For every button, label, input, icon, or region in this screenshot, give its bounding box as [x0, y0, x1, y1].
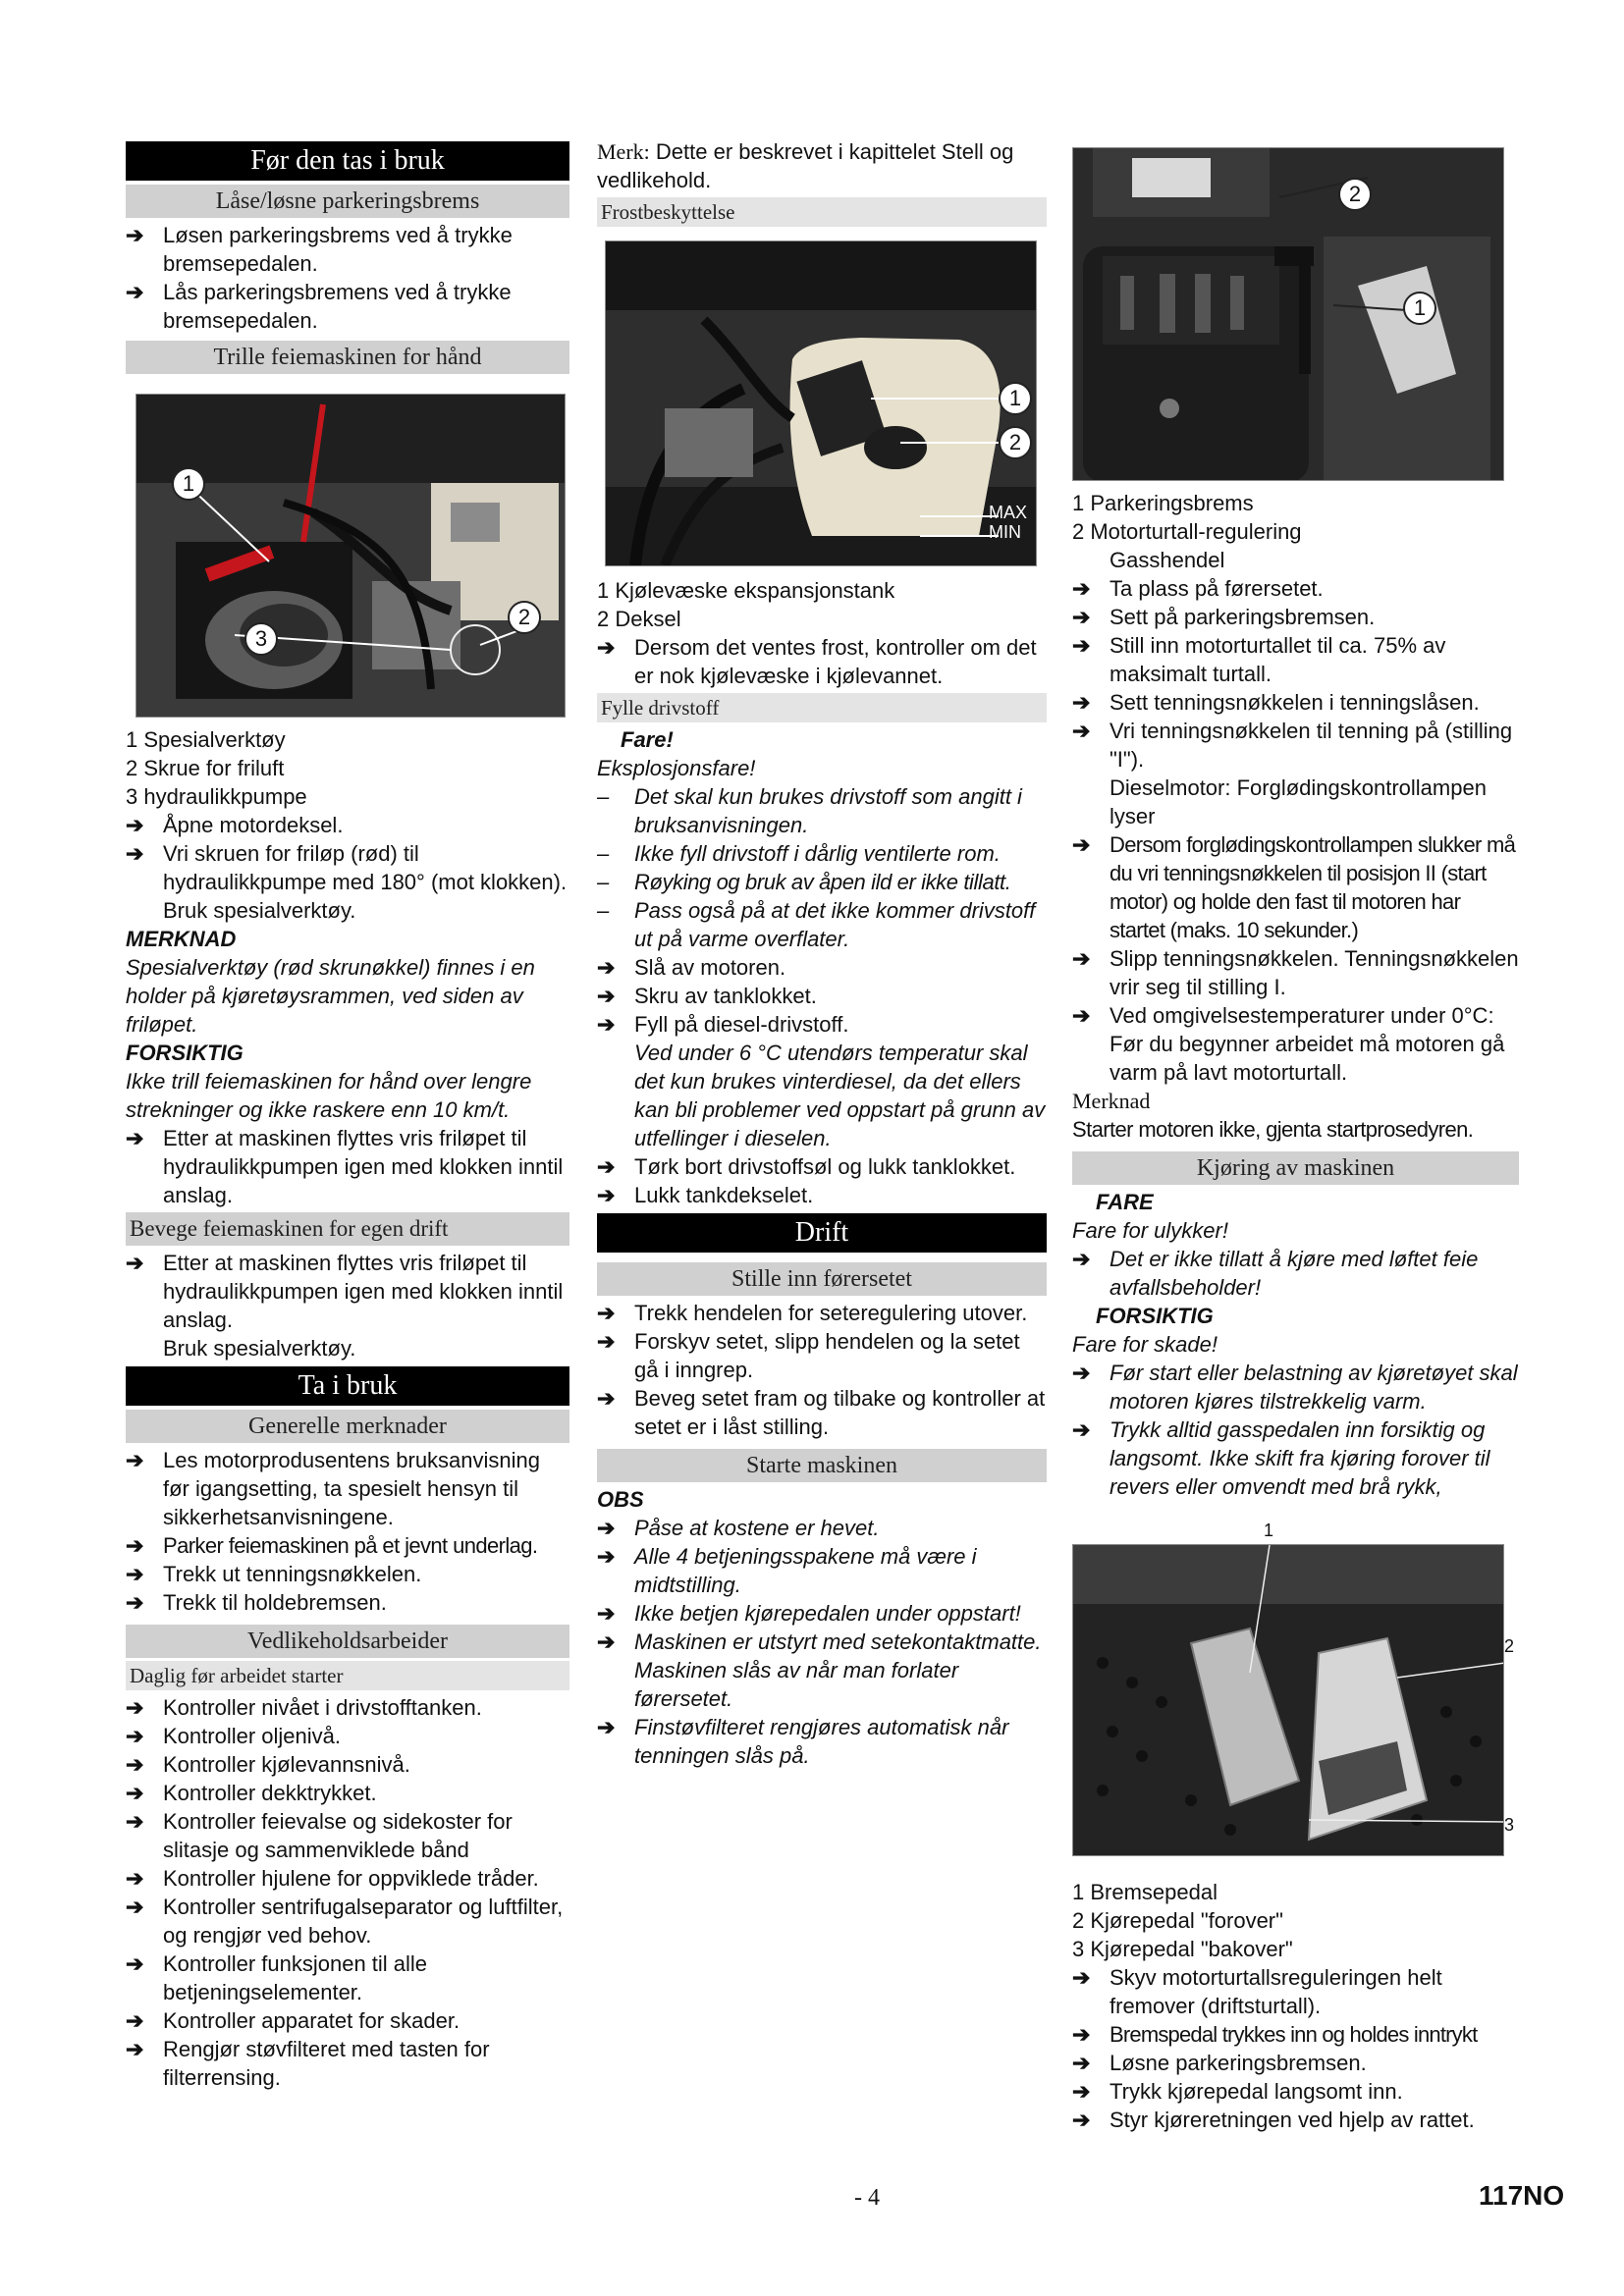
callout-1: 1 — [172, 467, 205, 501]
arrow-icon: ➔ — [1072, 2079, 1091, 2104]
danger-item: – Ikke fyll drivstoff i dårlig ventilerte rom. — [597, 841, 1001, 866]
list-item: ➔ Kontroller funksjonen til alle betjeningselementer. — [126, 1951, 428, 2004]
arrow-icon: ➔ — [126, 1781, 144, 1805]
arrow-icon: ➔ — [1072, 605, 1091, 629]
subheading-daily: Daglig før arbeidet starter — [126, 1661, 569, 1690]
photo-control-panel — [1072, 147, 1504, 481]
note: Ved under 6 °C utendørs temperatur skal det kun brukes vinterdiesel, da det ellers kan bli problemer ved oppstart på grunn av utfellinger i dieselen. — [634, 1041, 1046, 1150]
subheading-maintenance: Vedlikeholdsarbeider — [126, 1625, 569, 1658]
column-middle — [597, 137, 1047, 1770]
callout-1: 1 — [1403, 292, 1436, 325]
note: Dieselmotor: Forglødingskontrollampen lyser — [1110, 775, 1487, 828]
legend-subline: Gasshendel — [1110, 548, 1225, 572]
callout-1: 1 — [999, 382, 1032, 415]
arrow-icon: ➔ — [1072, 1361, 1091, 1385]
list-item: ➔ Trykk kjørepedal langsomt inn. — [1072, 2079, 1403, 2104]
subheading-start-machine: Starte maskinen — [597, 1449, 1047, 1482]
list-item: ➔ Det er ikke tillatt å kjøre med løftet feie avfallsbeholder! — [1072, 1247, 1479, 1300]
list-item: ➔ Slipp tenningsnøkkelen. Tenningsnøkkelen vrir seg til stilling I. — [1072, 946, 1519, 999]
legend-line: 1 Parkeringsbrems — [1072, 491, 1254, 515]
page-code: 117NO — [1479, 2180, 1565, 2211]
list-item: ➔ Vri tenningsnøkkelen til tenning på (stilling "I"). — [1072, 719, 1513, 772]
caution-text: Fare for skade! — [1072, 1332, 1218, 1357]
danger-item: – Røyking og bruk av åpen ild er ikke tillatt. — [597, 870, 1011, 894]
danger-label: Fare! — [621, 727, 674, 752]
subheading-frost: Frostbeskyttelse — [597, 197, 1047, 227]
arrow-icon: ➔ — [597, 1629, 616, 1654]
arrow-icon: ➔ — [126, 1752, 144, 1777]
arrow-icon: ➔ — [126, 1533, 143, 1558]
list-item: ➔ Kontroller feievalse og sidekoster for slitasje og sammenviklede bånd — [126, 1809, 513, 1862]
arrow-icon: ➔ — [1072, 2108, 1091, 2132]
list-item: ➔ Rengjør støvfilteret med tasten for filterrensing. — [126, 2037, 490, 2090]
list-item: ➔ Kontroller dekktrykket. — [126, 1781, 377, 1805]
list-item: ➔ Parker feiemaskinen på et jevnt underlag. — [126, 1533, 538, 1558]
legend-line: 3 hydraulikkpumpe — [126, 784, 307, 809]
subheading-driving: Kjøring av maskinen — [1072, 1151, 1519, 1185]
arrow-icon: ➔ — [597, 955, 616, 980]
photo-pedals-drawing — [1073, 1545, 1504, 1856]
list-item: ➔ Still inn motorturtallet til ca. 75% av maksimalt turtall. — [1072, 633, 1446, 686]
callout-2: 2 — [1338, 178, 1372, 211]
arrow-icon: ➔ — [126, 841, 144, 866]
list-item: ➔ Løsne parkeringsbremsen. — [1072, 2051, 1367, 2075]
list-item: ➔ Trekk til holdebremsen. — [126, 1590, 387, 1615]
caution-label: FORSIKTIG — [126, 1041, 244, 1065]
arrow-icon: ➔ — [597, 1601, 616, 1626]
callout-3: 3 — [244, 622, 278, 656]
arrow-icon: ➔ — [597, 1715, 616, 1739]
arrow-icon: ➔ — [126, 1809, 144, 1834]
list-item: ➔ Ved omgivelsestemperaturer under 0°C: Før du begynner arbeidet må motoren gå varm på lavt motorturtall. — [1072, 1003, 1505, 1085]
arrow-icon: ➔ — [126, 2037, 144, 2061]
section-heading-operation: Drift — [597, 1213, 1047, 1253]
subheading-parking-brake: Låse/løsne parkeringsbrems — [126, 185, 569, 218]
subheading-refuel: Fylle drivstoff — [597, 693, 1047, 722]
photo-control-panel-drawing — [1073, 148, 1504, 481]
arrow-icon: ➔ — [1072, 1247, 1091, 1271]
list-item: ➔ Etter at maskinen flyttes vris friløpet til hydraulikkpumpen igen med klokken inntil anslag. — [126, 1126, 564, 1207]
list-item: ➔ Styr kjøreretningen ved hjelp av rattet. — [1072, 2108, 1475, 2132]
fig-max-label: MAX — [989, 503, 1028, 522]
list-item: ➔ Etter at maskinen flyttes vris friløpet til hydraulikkpumpen igen med klokken inntil anslag. — [126, 1251, 564, 1332]
column-left — [126, 137, 569, 2092]
legend-line: 3 Kjørepedal "bakover" — [1072, 1937, 1293, 1961]
list-item: ➔ Trekk hendelen for seteregulering utover. — [597, 1301, 1028, 1325]
arrow-icon: ➔ — [597, 1329, 616, 1354]
list-item: ➔ Alle 4 betjeningsspakene må være i midtstilling. — [597, 1544, 977, 1597]
arrow-icon: ➔ — [126, 1590, 144, 1615]
list-item: ➔ Sett tenningsnøkkelen i tenningslåsen. — [1072, 690, 1480, 715]
legend-line: 2 Deksel — [597, 607, 681, 631]
arrow-icon: ➔ — [126, 1126, 144, 1150]
legend-line: 1 Spesialverktøy — [126, 727, 286, 752]
arrow-icon: ➔ — [1072, 832, 1090, 857]
list-item: ➔ Skru av tanklokket. — [597, 984, 817, 1008]
legend-line: 1 Bremsepedal — [1072, 1880, 1218, 1904]
list-item: ➔ Lås parkeringsbremens ved å trykke bremsepedalen. — [126, 280, 512, 333]
arrow-icon: ➔ — [1072, 2051, 1091, 2075]
photo-engine-freewheel-drawing — [136, 395, 566, 718]
list-item: ➔ Trykk alltid gasspedalen inn forsiktig og langsomt. Ikke skift fra kjøring forover til revers eller omvendt med brå rykk, — [1072, 1417, 1490, 1499]
fig-label-3: 3 — [1504, 1815, 1515, 1835]
list-item: ➔ Kontroller hjulene for oppviklede tråder. — [126, 1866, 539, 1891]
list-item: ➔ Bremspedal trykkes inn og holdes inntrykt — [1072, 2022, 1478, 2047]
list-item: ➔ Kontroller apparatet for skader. — [126, 2008, 460, 2033]
page-number: - 4 — [854, 2185, 880, 2211]
fig-label-1: 1 — [1264, 1521, 1274, 1540]
arrow-icon: ➔ — [597, 1183, 616, 1207]
photo-pedals-wrap — [1072, 1517, 1519, 1878]
arrow-icon: ➔ — [1072, 2022, 1090, 2047]
list-item: ➔ Tørk bort drivstoffsøl og lukk tanklokket. — [597, 1154, 1016, 1179]
notice-text: Spesialverktøy (rød skrunøkkel) finnes i en holder på kjøretøysrammen, ved siden av friløpet. — [126, 955, 535, 1037]
photo-coolant-tank — [605, 240, 1037, 566]
danger-item: – Det skal kun brukes drivstoff som angitt i bruksanvisningen. — [597, 784, 1022, 837]
fig-label-2: 2 — [1504, 1636, 1515, 1656]
list-item: ➔ Ta plass på førersetet. — [1072, 576, 1324, 601]
arrow-icon: ➔ — [126, 813, 144, 837]
arrow-icon: ➔ — [126, 2008, 144, 2033]
list-item: ➔ Løsen parkeringsbrems ved å trykke bremsepedalen. — [126, 223, 513, 276]
arrow-icon: ➔ — [597, 1544, 616, 1569]
danger-label: FARE — [1096, 1190, 1154, 1214]
list-item: ➔ Vri skruen for friløp (rød) til hydraulikkpumpe med 180° (mot klokken). — [126, 841, 568, 894]
arrow-icon: ➔ — [1072, 1417, 1091, 1442]
list-item: ➔ Kontroller sentrifugalseparator og luftfilter, og rengjør ved behov. — [126, 1895, 564, 1948]
callout-2: 2 — [999, 426, 1032, 459]
arrow-icon: ➔ — [126, 1951, 144, 1976]
list-item: ➔ Dersom forglødingskontrollampen slukker må du vri tenningsnøkkelen til posisjon II (start motor) og holde den fast til motoren har startet (maks. 10 sekunder.) — [1072, 832, 1516, 942]
legend-line: 2 Motorturtall-regulering — [1072, 519, 1302, 544]
danger-subtitle: Eksplosjonsfare! — [597, 756, 756, 780]
notice-label: Merknad — [1072, 1089, 1151, 1113]
arrow-icon: ➔ — [597, 1012, 616, 1037]
note: Bruk spesialverktøy. — [163, 1336, 356, 1361]
arrow-icon: ➔ — [597, 1386, 616, 1411]
list-item: ➔ Kontroller oljenivå. — [126, 1724, 341, 1748]
photo-pedals — [1072, 1544, 1504, 1856]
list-item: ➔ Fyll på diesel-drivstoff. — [597, 1012, 849, 1037]
arrow-icon: ➔ — [597, 1154, 616, 1179]
caution-label: FORSIKTIG — [1096, 1304, 1214, 1328]
arrow-icon: ➔ — [1072, 946, 1091, 971]
list-item: ➔ Påse at kostene er hevet. — [597, 1516, 880, 1540]
subheading-seat: Stille inn førersetet — [597, 1262, 1047, 1296]
list-item: ➔ Lukk tankdekselet. — [597, 1183, 814, 1207]
subheading-own-drive: Bevege feiemaskinen for egen drift — [126, 1212, 569, 1246]
section-heading-before-use: Før den tas i bruk — [126, 141, 569, 181]
column-right — [1072, 137, 1519, 2134]
list-item: ➔ Beveg setet fram og tilbake og kontroller at setet er i låst stilling. — [597, 1386, 1046, 1439]
arrow-icon: ➔ — [597, 984, 616, 1008]
subheading-general-notes: Generelle merknader — [126, 1410, 569, 1443]
list-item: ➔ Maskinen er utstyrt med setekontaktmatte. Maskinen slås av når man forlater førersetet. — [597, 1629, 1042, 1711]
arrow-icon: ➔ — [126, 223, 144, 247]
arrow-icon: ➔ — [597, 635, 616, 660]
list-item: ➔ Dersom det ventes frost, kontroller om det er nok kjølevæske i kjølevannet. — [597, 635, 1037, 688]
notice-text: Starter motoren ikke, gjenta startprosedyren. — [1072, 1117, 1474, 1142]
fig-min-label: MIN — [989, 522, 1021, 542]
callout-2: 2 — [508, 601, 541, 634]
legend-line: 2 Kjørepedal "forover" — [1072, 1908, 1283, 1933]
arrow-icon: ➔ — [126, 1448, 144, 1472]
arrow-icon: ➔ — [126, 1251, 144, 1275]
arrow-icon: ➔ — [1072, 690, 1091, 715]
arrow-icon: ➔ — [126, 1866, 144, 1891]
arrow-icon: ➔ — [126, 280, 144, 304]
arrow-icon: ➔ — [1072, 719, 1091, 743]
legend-line: 2 Skrue for friluft — [126, 756, 285, 780]
caution-text: Ikke trill feiemaskinen for hånd over lengre strekninger og ikke raskere enn 10 km/t. — [126, 1069, 532, 1122]
list-item: ➔ Slå av motoren. — [597, 955, 786, 980]
arrow-icon: ➔ — [597, 1516, 616, 1540]
list-item: ➔ Kontroller kjølevannsnivå. — [126, 1752, 410, 1777]
legend-line: 1 Kjølevæske ekspansjonstank — [597, 578, 895, 603]
arrow-icon: ➔ — [597, 1301, 616, 1325]
list-item: ➔ Finstøvfilteret rengjøres automatisk når tenningen slås på. — [597, 1715, 1009, 1768]
photo-coolant-tank-drawing — [606, 241, 1037, 566]
arrow-icon: ➔ — [126, 1895, 144, 1919]
arrow-icon: ➔ — [1072, 1965, 1091, 1990]
merk-note: Merk: Dette er beskrevet i kapittelet Stell og vedlikehold. — [597, 139, 1014, 192]
list-item: ➔ Kontroller nivået i drivstofftanken. — [126, 1695, 482, 1720]
arrow-icon: ➔ — [126, 1562, 144, 1586]
list-item: ➔ Åpne motordeksel. — [126, 813, 344, 837]
section-heading-start-use: Ta i bruk — [126, 1366, 569, 1406]
list-item: ➔ Skyv motorturtallsreguleringen helt fremover (driftsturtall). — [1072, 1965, 1442, 2018]
arrow-icon: ➔ — [1072, 576, 1091, 601]
danger-item: – Pass også på at det ikke kommer drivstoff ut på varme overflater. — [597, 898, 1036, 951]
arrow-icon: ➔ — [126, 1724, 144, 1748]
notice-label: MERKNAD — [126, 927, 237, 951]
subheading-push-by-hand: Trille feiemaskinen for hånd — [126, 341, 569, 374]
arrow-icon: ➔ — [126, 1695, 144, 1720]
danger-text: Fare for ulykker! — [1072, 1218, 1228, 1243]
obs-label: OBS — [597, 1487, 644, 1512]
photo-engine-freewheel — [135, 394, 566, 718]
list-item: ➔ Forskyv setet, slipp hendelen og la setet gå i inngrep. — [597, 1329, 1020, 1382]
list-item: ➔ Ikke betjen kjørepedalen under oppstart! — [597, 1601, 1021, 1626]
arrow-icon: ➔ — [1072, 1003, 1091, 1028]
list-item: ➔ Les motorprodusentens bruksanvisning før igangsetting, ta spesielt hensyn til sikkerhetsanvisningene. — [126, 1448, 541, 1529]
list-item: ➔ Sett på parkeringsbremsen. — [1072, 605, 1376, 629]
list-item: ➔ Trekk ut tenningsnøkkelen. — [126, 1562, 422, 1586]
arrow-icon: ➔ — [1072, 633, 1091, 658]
note: Bruk spesialverktøy. — [163, 898, 356, 923]
list-item: ➔ Før start eller belastning av kjøretøyet skal motoren kjøres tilstrekkelig varm. — [1072, 1361, 1518, 1414]
